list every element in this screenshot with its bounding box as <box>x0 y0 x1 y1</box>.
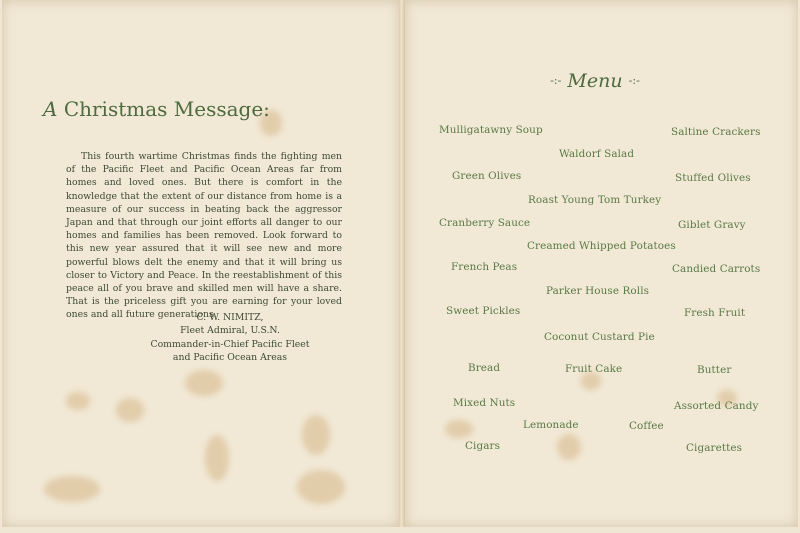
menu-item-sweet-pickles: Sweet Pickles <box>446 305 521 317</box>
menu-item-parker-house-rolls: Parker House Rolls <box>546 285 650 297</box>
message-title-initial: A <box>43 97 58 121</box>
signature-area: and Pacific Ocean Areas <box>172 351 288 363</box>
menu-title-text: Menu <box>567 70 623 92</box>
menu-item-coconut-custard-pie: Coconut Custard Pie <box>544 331 655 343</box>
menu-item-lemonade: Lemonade <box>523 419 579 431</box>
menu-item-fruit-cake: Fruit Cake <box>565 363 623 375</box>
menu-item-green-olives: Green Olives <box>452 170 522 182</box>
menu-item-fresh-fruit: Fresh Fruit <box>684 307 746 319</box>
menu-item-butter: Butter <box>697 364 732 376</box>
menu-item-candied-carrots: Candied Carrots <box>672 263 761 275</box>
menu-item-bread: Bread <box>468 362 501 374</box>
message-title <box>43 97 270 121</box>
message-title-text: Christmas Message: <box>63 97 270 121</box>
menu-item-assorted-candy: Assorted Candy <box>674 400 759 412</box>
menu-item-saltine-crackers: Saltine Crackers <box>671 126 761 138</box>
menu-item-french-peas: French Peas <box>451 261 518 273</box>
menu-item-stuffed-olives: Stuffed Olives <box>675 172 751 184</box>
menu-title <box>540 70 650 92</box>
signature-rank: Fleet Admiral, U.S.N. <box>180 325 280 337</box>
menu-item-creamed-potatoes: Creamed Whipped Potatoes <box>527 240 676 252</box>
menu-item-roast-turkey: Roast Young Tom Turkey <box>528 194 662 206</box>
signature-role: Commander-in-Chief Pacific Fleet <box>150 338 310 350</box>
ornament-right: -:- <box>628 74 640 87</box>
ornament-left: -:- <box>550 74 562 87</box>
menu-item-waldorf-salad: Waldorf Salad <box>559 148 635 160</box>
menu-item-giblet-gravy: Giblet Gravy <box>678 219 746 231</box>
menu-item-mulligatawny-soup: Mulligatawny Soup <box>439 124 543 136</box>
menu-item-mixed-nuts: Mixed Nuts <box>453 397 516 409</box>
menu-item-coffee: Coffee <box>629 420 664 432</box>
signature-name: C. W. NIMITZ, <box>196 312 264 323</box>
message-body: This fourth wartime Christmas finds the fighting men of the Pacific Fleet and Pacific Ocean Areas far from homes and loved ones. But there is comfort in the knowledge that the extent of our distance from home is a measure of our success in beating back the aggressor Japan and that through our joint efforts all danger to our homes and families has been removed. Look forward to this new year assured that it will see new and more powerful blows delt the enemy and that it will bring us closer to Victory and Peace. In the reestablishment of this peace all of you brave and skilled men will have a share. That is the priceless gift you are earning for your loved ones and all future generations. <box>66 151 342 321</box>
menu-item-cigarettes: Cigarettes <box>686 442 743 454</box>
menu-item-cigars: Cigars <box>465 440 501 452</box>
signature-block <box>142 311 318 364</box>
menu-item-cranberry-sauce: Cranberry Sauce <box>439 217 531 229</box>
